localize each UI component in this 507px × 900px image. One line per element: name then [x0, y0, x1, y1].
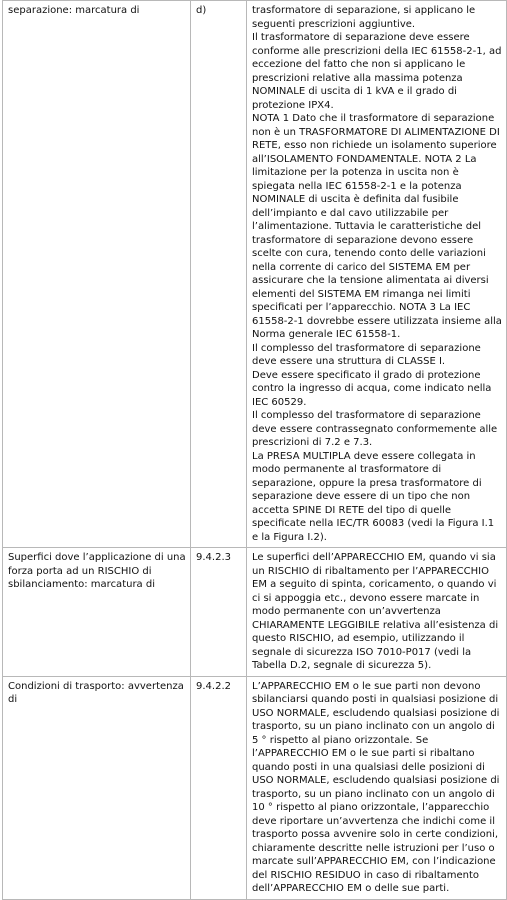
table-row	[3, 548, 507, 677]
requirement-paragraph: Il trasformatore di separazione deve essere conforme alle prescrizioni della IEC 61558-2-1, ad eccezione del fatto che non si applicano le prescrizioni relative alla massima potenza NOMINALE di uscita di 1 kVA e il grado di protezione IPX4.	[252, 32, 502, 111]
requirement-paragraph: L’APPARECCHIO EM o le sue parti non devono sbilanciarsi quando posti in qualsiasi posizione di USO NORMALE, escludendo qualsiasi posizione di trasporto, su un piano inclinato con un angolo di 5 ° rispetto al piano orizzontale. Se l’APPARECCHIO EM o le sue parti si ribaltano quando posti in una qualsiasi delle posizioni di USO NORMALE, escludendo qualsiasi posizione di trasporto, su un piano inclinato con un angolo di 10 ° rispetto al piano orizzontale, l’apparecchio deve riportare un’avvertenza che indichi come il trasporto possa avvenire solo in certe condizioni, chiaramente descritte nelle istruzioni per l’uso o marcate sull’APPARECCHIO EM, con l’indicazione del RISCHIO RESIDUO in caso di ribaltamento dell’APPARECCHIO EM o delle sue parti.	[252, 680, 500, 894]
requirement-paragraph: Le superfici dell’APPARECCHIO EM, quando vi sia un RISCHIO di ribaltamento per l’APPARECCHIO EM a seguito di spinta, coricamento, o quando vi ci si appoggia etc., devono essere marcate in modo permanente con un’avvertenza CHIARAMENTE LEGGIBILE relativa all’esistenza di questo RISCHIO, ad esempio, utilizzando il segnale di sicurezza ISO 7010-P017 (vedi la Tabella D.2, segnale di sicurezza 5).	[252, 552, 499, 671]
table-row	[3, 1, 507, 548]
requirement-paragraph: Il complesso del trasformatore di separazione deve essere una struttura di CLASSE I.	[252, 342, 481, 367]
requirement-paragraph: trasformatore di separazione, si applicano le seguenti prescrizioni aggiuntive.	[252, 5, 476, 30]
item-cell: Condizioni di trasporto: avvertenza di	[3, 676, 191, 899]
note-paragraph: NOTA 1 Dato che il trasformatore di separazione non è un TRASFORMATORE DI ALIMENTAZIONE DI RETE, esso non richiede un isolamento superiore all’ISOLAMENTO FONDAMENTALE. NOTA 2 La limitazione per la potenza in uscita non è spiegata nella IEC 61558-2-1 e la potenza NOMINALE di uscita è definita dal fusibile dell’impianto e dal cavo utilizzabile per l’alimentazione. Tuttavia le caratteristiche del trasformatore di separazione devono essere scelte con cura, tenendo conto delle variazioni nella corrente di carico del SISTEMA EM per assicurare che la tensione alimentata ai diversi elementi del SISTEMA EM rimanga nei limiti specificati per l’apparecchio. NOTA 3 La IEC 61558-2-1 dovrebbe essere utilizzata insieme alla Norma generale IEC 61558-1.	[252, 113, 502, 340]
item-cell: separazione: marcatura di	[3, 1, 191, 548]
requirement-cell	[247, 676, 507, 899]
requirement-cell	[247, 1, 507, 548]
requirement-cell	[247, 548, 507, 677]
requirement-paragraph: Il complesso del trasformatore di separazione deve essere contrassegnato conformemente alle prescrizioni di 7.2 e 7.3.	[252, 410, 498, 448]
clause-cell: 9.4.2.3	[191, 548, 247, 677]
requirement-paragraph: La PRESA MULTIPLA deve essere collegata in modo permanente al trasformatore di separazione, oppure la presa trasformatore di separazione deve essere di un tipo che non accetta SPINE DI RETE del tipo di quelle specificate nella IEC/TR 60083 (vedi la Figura I.1 e la Figura I.2).	[252, 450, 495, 543]
requirement-paragraph: Deve essere specificato il grado di protezione contro la ingresso di acqua, come indicato nella IEC 60529.	[252, 369, 492, 408]
clause-cell: 9.4.2.2	[191, 676, 247, 899]
requirements-table	[2, 0, 507, 900]
item-cell: Superfici dove l’applicazione di una forza porta ad un RISCHIO di sbilanciamento: marcatura di	[3, 548, 191, 677]
table-row	[3, 676, 507, 899]
clause-cell: d)	[191, 1, 247, 548]
